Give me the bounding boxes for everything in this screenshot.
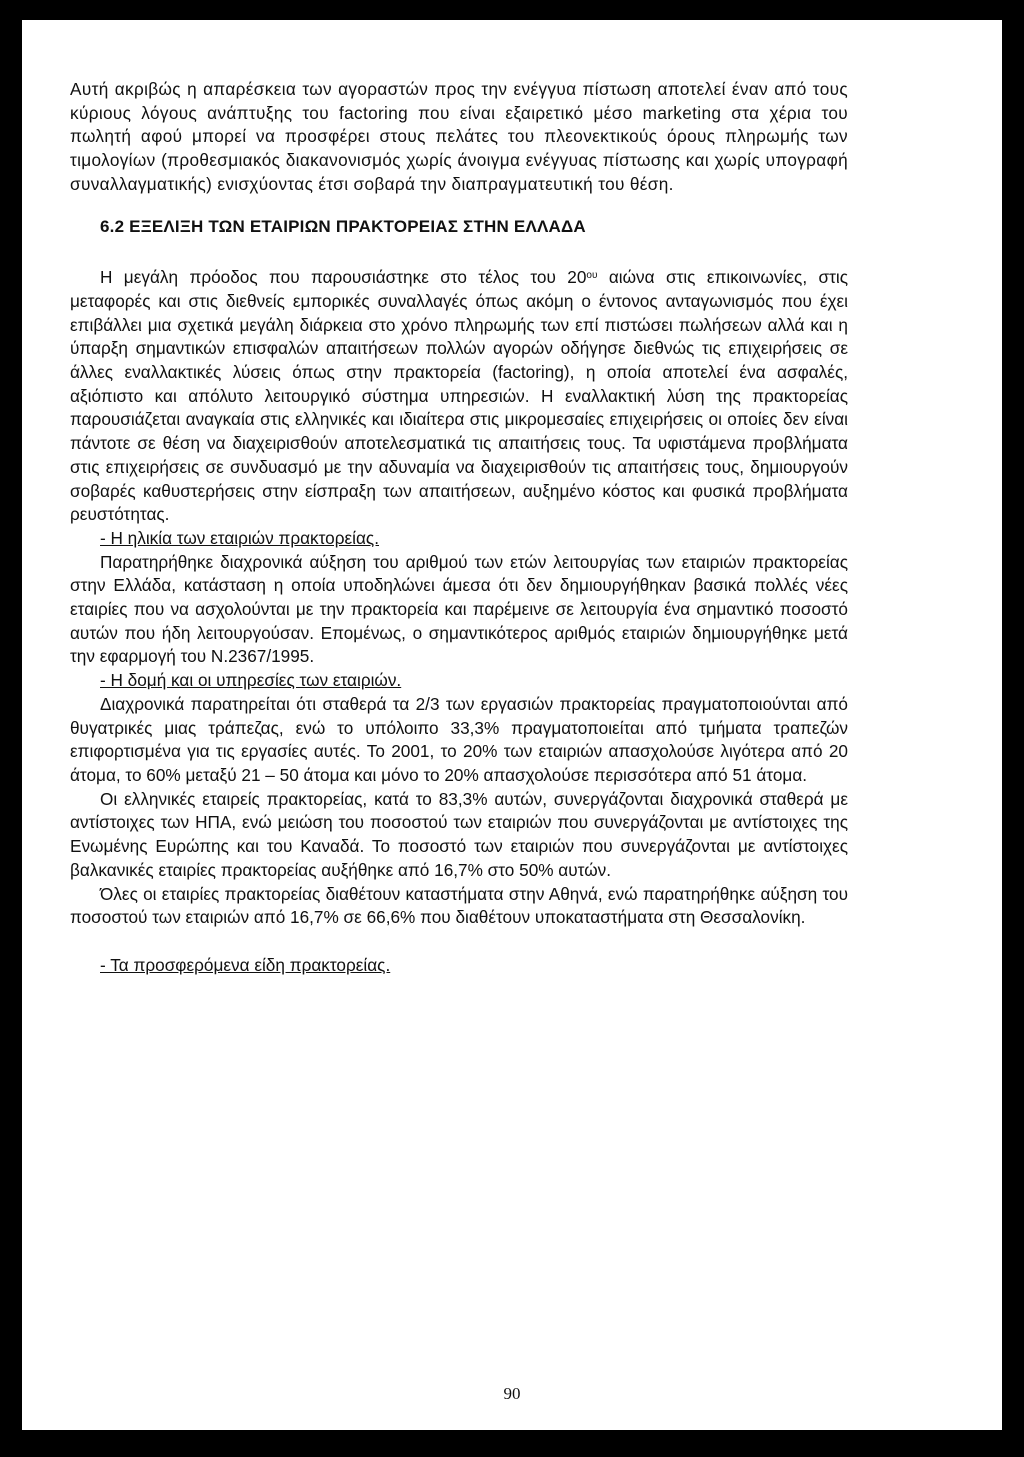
section-heading: 6.2 ΕΞΕΛΙΞΗ ΤΩΝ ΕΤΑΙΡΙΩΝ ΠΡΑΚΤΟΡΕΙΑΣ ΣΤΗΝ ΕΛΛΑΔΑ: [100, 216, 586, 236]
paragraph-evolution-rest: αιώνα στις επικοινωνίες, στις μεταφορές και στις διεθνείς εμπορικές συναλλαγές όπως ακόμη ο έντονος ανταγωνισμός που έχει επιβάλλει μια σχετικά μεγάλη διάρκεια στο χρόνο πληρωμής των επί πιστώσει πωλήσεων αλλά και η ύπαρξη σημαντικών επισφαλών απαιτήσεων πολλών αγορών οδήγησε διεθνώς τις επιχειρήσεις σε άλλες εναλλακτικές λύσεις όπως στην πρακτορεία (factoring), η οποία αποτελεί ένα ασφαλές, αξιόπιστο και απόλυτο λειτουργικό σύστημα υπηρεσιών. Η εναλλακτική λύση της πρακτορείας παρουσιάζεται αναγκαία στις ελληνικές και ιδιαίτερα στις μικρομεσαίες επιχειρήσεις οι οποίες δεν είναι πάντοτε σε θέση να διαχειρισθούν αποτελεσματικά τις απαιτήσεις τους. Τα υφιστάμενα προβλήματα στις επιχειρήσεις σε συνδυασμό με την αδυναμία να διαχειρισθούν τις απαιτήσεις τους, δημιουργούν σοβαρές καθυστερήσεις στην είσπραξη των απαιτήσεων, αυξημένο κόστος και φυσικά προβλήματα ρευστότητας.: [70, 267, 848, 525]
document-body: [70, 78, 848, 978]
page-number: 90: [503, 1384, 521, 1403]
paragraph-evolution-start: Η μεγάλη πρόοδος που παρουσιάστηκε στο τέλος του 20: [100, 267, 587, 288]
paragraph-structure: Διαχρονικά παρατηρείται ότι σταθερά τα 2/3 των εργασιών πρακτορείας πραγματοποιούνται από θυγατρικές μιας τράπεζας, ενώ το υπόλοιπο 33,3% πραγματοποιείται από τμήματα τραπεζών επιφορτισμένα για τις εργασίες αυτές. Το 2001, το 20% των εταιριών απασχολούσε λιγότερα από 20 άτομα, το 60% μεταξύ 21 – 50 άτομα και μόνο το 20% απασχολούσε περισσότερα από 51 άτομα.: [70, 693, 848, 785]
subheading-offered-types: - Τα προσφερόμενα είδη πρακτορείας.: [100, 954, 391, 975]
paragraph-company-age: Παρατηρήθηκε διαχρονικά αύξηση του αριθμού των ετών λειτουργίας των εταιριών πρακτορείας στην Ελλάδα, κατάσταση η οποία υποδηλώνει άμεσα ότι δεν δημιουργήθηκαν βασικά πολλές νέες εταιρίες που να ασχολούνται με την πρακτορεία και παρέμεινε σε λειτουργία ένα σημαντικό ποσοστό αυτών που ήδη λειτουργούσαν. Επομένως, ο σημαντικότερος αριθμός εταιριών δημιουργήθηκε μετά την εφαρμογή του Ν.2367/1995.: [70, 551, 848, 667]
paragraph-evolution: [70, 266, 848, 527]
subheading-company-age: - Η ηλικία των εταιριών πρακτορείας.: [100, 527, 379, 548]
paragraph-cooperation: Οι ελληνικές εταιρείς πρακτορείας, κατά το 83,3% αυτών, συνεργάζονται διαχρονικά σταθερά με αντίστοιχες των ΗΠΑ, ενώ μειώση του ποσοστού των εταιριών που συνεργάζονται με αντίστοιχες της Ενωμένης Ευρώπης και του Καναδά. Το ποσοστό των εταιριών που συνεργάζονται με αντίστοιχες βαλκανικές εταιρίες πρακτορείας αυξήθηκε από 16,7% στο 50% αυτών.: [70, 788, 848, 880]
subheading-structure-services: - Η δομή και οι υπηρεσίες των εταιριών.: [100, 670, 402, 691]
century-superscript: ου: [586, 270, 598, 282]
intro-paragraph: Αυτή ακριβώς η απαρέσκεια των αγοραστών προς την ενέγγυα πίστωση αποτελεί έναν από τους κύριους λόγους ανάπτυξης του factoring που είναι εξαιρετικό μέσο marketing στα χέρια του πωλητή αφού μπορεί να προσφέρει στους πελάτες του πλεονεκτικούς όρους πληρωμής των τιμολογίων (προθεσμιακός διακανονισμός χωρίς άνοιγμα ενέγγυας πίστωσης και χωρίς υπογραφή συναλλαγματικής) ενισχύοντας έτσι σοβαρά την διαπραγματευτική του θέση.: [70, 79, 848, 194]
paragraph-branches: Όλες οι εταιρίες πρακτορείας διαθέτουν καταστήματα στην Αθηνά, ενώ παρατηρήθηκε αύξηση του ποσοστού των εταιριών από 16,7% σε 66,6% που διαθέτουν υποκαταστήματα στη Θεσσαλονίκη.: [70, 883, 848, 928]
